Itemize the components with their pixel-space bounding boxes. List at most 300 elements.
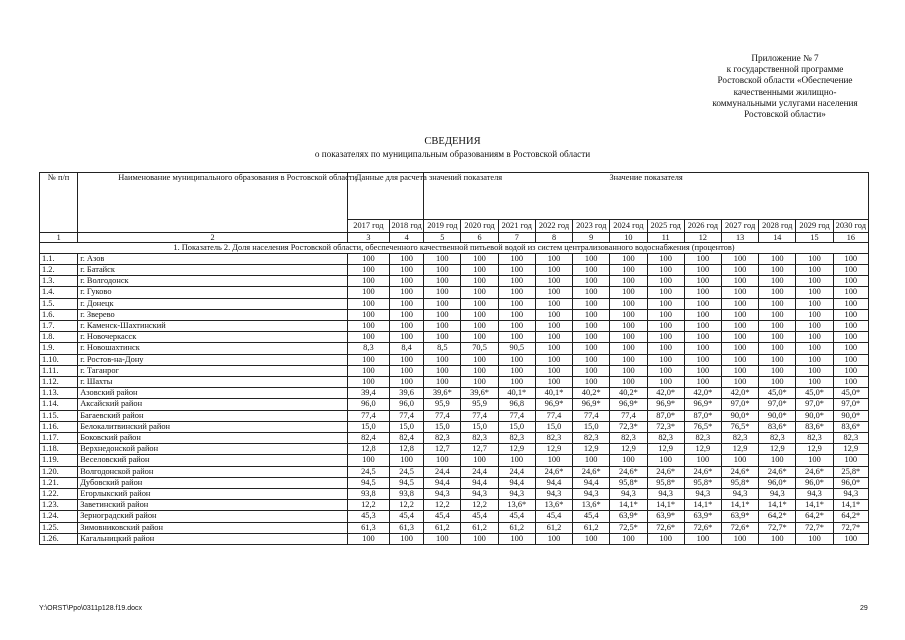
indicator-value: 61,3: [347, 522, 389, 533]
indicator-value: 94,3: [833, 489, 868, 500]
indicator-value: 95,9: [461, 399, 498, 410]
indicator-value: 100: [390, 365, 424, 376]
indicator-value: 72,7*: [833, 522, 868, 533]
indicator-value: 100: [647, 377, 684, 388]
indicator-value: 45,0*: [833, 388, 868, 399]
table-row: [40, 477, 869, 488]
document-title: СВЕДЕНИЯ: [424, 136, 481, 147]
row-number: 1.23.: [40, 500, 78, 511]
municipality-name: г. Таганрог: [78, 365, 348, 376]
year-header: 2018 год: [390, 220, 424, 233]
indicator-value: 45,4: [424, 511, 461, 522]
table-row: [40, 466, 869, 477]
table-row: [40, 298, 869, 309]
year-header: 2027 год: [721, 220, 758, 233]
municipality-name: Волгодонской район: [78, 466, 348, 477]
indicator-value: 39,6*: [424, 388, 461, 399]
indicator-value: 100: [610, 455, 647, 466]
indicator-value: 63,9*: [647, 511, 684, 522]
indicator-value: 100: [684, 343, 721, 354]
indicator-value: 100: [684, 321, 721, 332]
indicator-value: 100: [347, 253, 389, 264]
table-row: [40, 522, 869, 533]
indicator-value: 100: [347, 533, 389, 544]
indicator-value: 82,3: [684, 433, 721, 444]
indicator-value: 42,0*: [684, 388, 721, 399]
indicator-value: 100: [461, 253, 498, 264]
indicator-value: 94,3: [498, 489, 535, 500]
indicator-value: 64,2*: [796, 511, 833, 522]
municipality-name: Боковский район: [78, 433, 348, 444]
indicator-value: 15,0: [498, 421, 535, 432]
indicator-value: 94,4: [424, 477, 461, 488]
year-header: 2020 год: [461, 220, 498, 233]
indicator-value: 100: [833, 343, 868, 354]
indicator-value: 94,3: [796, 489, 833, 500]
indicator-value: 45,3: [347, 511, 389, 522]
indicator-value: 100: [796, 354, 833, 365]
row-number: 1.12.: [40, 377, 78, 388]
table-row: [40, 399, 869, 410]
indicator-value: 100: [535, 321, 572, 332]
row-number: 1.5.: [40, 298, 78, 309]
indicator-value: 100: [721, 321, 758, 332]
indicator-value: 100: [498, 253, 535, 264]
row-number: 1.13.: [40, 388, 78, 399]
indicator-value: 39,6*: [461, 388, 498, 399]
indicator-value: 100: [424, 287, 461, 298]
table-row: [40, 321, 869, 332]
municipality-name: Зерноградский район: [78, 511, 348, 522]
indicator-value: 100: [461, 377, 498, 388]
indicator-value: 100: [759, 309, 796, 320]
indicator-value: 95,8*: [647, 477, 684, 488]
year-header: 2017 год: [347, 220, 389, 233]
column-number: 5: [424, 232, 461, 242]
table-header: [40, 173, 869, 243]
indicator-value: 100: [461, 332, 498, 343]
row-number: 1.25.: [40, 522, 78, 533]
indicator-value: 12,9: [647, 444, 684, 455]
indicator-value: 96,0*: [796, 477, 833, 488]
column-number: 13: [721, 232, 758, 242]
municipality-name: Аксайский район: [78, 399, 348, 410]
indicator-value: 100: [684, 365, 721, 376]
indicator-value: 100: [498, 276, 535, 287]
table-row: [40, 265, 869, 276]
indicator-value: 100: [684, 354, 721, 365]
indicator-value: 82,3: [461, 433, 498, 444]
indicator-value: 63,9*: [721, 511, 758, 522]
indicator-value: 100: [573, 377, 610, 388]
indicator-value: 100: [684, 377, 721, 388]
indicator-value: 100: [535, 332, 572, 343]
table-body: [40, 242, 869, 544]
row-number: 1.8.: [40, 332, 78, 343]
indicator-value: 61,2: [573, 522, 610, 533]
indicator-value: 90,0*: [796, 410, 833, 421]
indicator-value: 12,9: [684, 444, 721, 455]
indicator-value: 100: [498, 365, 535, 376]
municipality-name: г. Ростов-на-Дону: [78, 354, 348, 365]
indicator-value: 90,0*: [833, 410, 868, 421]
row-number: 1.21.: [40, 477, 78, 488]
indicator-value: 76,5*: [721, 421, 758, 432]
municipality-name: Верхнедонской район: [78, 444, 348, 455]
indicator-value: 100: [535, 287, 572, 298]
indicator-value: 12,8: [347, 444, 389, 455]
indicator-value: 100: [796, 365, 833, 376]
municipality-name: г. Шахты: [78, 377, 348, 388]
municipality-name: Веселовский район: [78, 455, 348, 466]
year-header: 2022 год: [535, 220, 572, 233]
indicator-value: 100: [498, 332, 535, 343]
year-header: 2021 год: [498, 220, 535, 233]
indicator-value: 15,0: [461, 421, 498, 432]
indicator-value: 100: [647, 533, 684, 544]
indicator-value: 72,3*: [610, 421, 647, 432]
indicator-value: 96,0*: [759, 477, 796, 488]
indicator-value: 100: [721, 354, 758, 365]
column-number: 16: [833, 232, 868, 242]
indicator-value: 100: [535, 309, 572, 320]
indicator-value: 12,9: [721, 444, 758, 455]
indicator-value: 100: [833, 377, 868, 388]
header-name: Наименование муниципального образования в Ростовской области: [78, 173, 348, 233]
footer-page-number: 29: [860, 605, 868, 612]
indicator-value: 100: [535, 377, 572, 388]
indicator-value: 100: [347, 377, 389, 388]
indicator-value: 72,7*: [796, 522, 833, 533]
indicator-value: 100: [647, 321, 684, 332]
indicator-value: 96,9*: [684, 399, 721, 410]
indicator-value: 94,4: [535, 477, 572, 488]
indicator-value: 94,5: [390, 477, 424, 488]
row-number: 1.14.: [40, 399, 78, 410]
indicator-value: 24,6*: [647, 466, 684, 477]
indicator-value: 100: [610, 354, 647, 365]
indicator-value: 61,2: [461, 522, 498, 533]
indicator-value: 77,4: [461, 410, 498, 421]
year-header: 2028 год: [759, 220, 796, 233]
table-row: [40, 354, 869, 365]
indicator-value: 100: [721, 276, 758, 287]
indicator-value: 100: [833, 533, 868, 544]
indicator-value: 24,6*: [684, 466, 721, 477]
indicator-value: 12,9: [833, 444, 868, 455]
indicator-value: 63,9*: [684, 511, 721, 522]
table-row: [40, 332, 869, 343]
indicator-value: 13,6*: [498, 500, 535, 511]
indicator-value: 63,9*: [610, 511, 647, 522]
indicator-value: 82,3: [610, 433, 647, 444]
indicator-value: 100: [461, 455, 498, 466]
indicator-value: 94,5: [347, 477, 389, 488]
indicator-value: 39,6: [390, 388, 424, 399]
indicator-value: 100: [833, 332, 868, 343]
table-row: [40, 511, 869, 522]
indicator-value: 100: [647, 354, 684, 365]
indicator-value: 95,8*: [721, 477, 758, 488]
indicator-value: 100: [498, 265, 535, 276]
table-row: [40, 500, 869, 511]
indicator-value: 100: [390, 321, 424, 332]
indicator-value: 82,4: [347, 433, 389, 444]
indicator-value: 96,0: [347, 399, 389, 410]
indicator-value: 100: [347, 455, 389, 466]
indicator-value: 100: [610, 309, 647, 320]
indicator-value: 100: [610, 365, 647, 376]
indicator-value: 100: [796, 321, 833, 332]
indicator-value: 93,8: [390, 489, 424, 500]
indicator-value: 94,3: [684, 489, 721, 500]
row-number: 1.9.: [40, 343, 78, 354]
indicator-value: 100: [424, 377, 461, 388]
column-number: 3: [347, 232, 389, 242]
indicator-value: 12,9: [796, 444, 833, 455]
municipality-name: г. Новочеркасск: [78, 332, 348, 343]
footer-file-path: Y:\ORST\Ppo\0311p128.f19.docx: [39, 605, 142, 612]
indicator-value: 12,2: [461, 500, 498, 511]
indicator-value: 100: [796, 343, 833, 354]
indicator-value: 100: [390, 354, 424, 365]
indicator-value: 82,3: [647, 433, 684, 444]
indicator-value: 100: [461, 265, 498, 276]
indicator-value: 100: [721, 377, 758, 388]
indicator-value: 100: [759, 354, 796, 365]
indicator-value: 94,4: [498, 477, 535, 488]
indicator-value: 100: [796, 533, 833, 544]
indicator-value: 100: [498, 298, 535, 309]
indicator-value: 100: [461, 298, 498, 309]
indicator-value: 100: [684, 253, 721, 264]
indicator-value: 12,8: [390, 444, 424, 455]
indicator-value: 93,8: [347, 489, 389, 500]
indicator-value: 100: [721, 365, 758, 376]
year-header: 2026 год: [684, 220, 721, 233]
indicator-value: 100: [573, 253, 610, 264]
indicator-value: 100: [535, 343, 572, 354]
indicator-value: 100: [424, 354, 461, 365]
indicator-value: 82,3: [796, 433, 833, 444]
indicator-value: 100: [796, 298, 833, 309]
indicator-value: 12,7: [424, 444, 461, 455]
appendix-line: к государственной программе: [726, 64, 844, 75]
indicator-value: 97,0*: [796, 399, 833, 410]
indicator-value: 100: [610, 253, 647, 264]
indicator-value: 100: [535, 265, 572, 276]
table-row: [40, 365, 869, 376]
indicator-value: 96,9*: [573, 399, 610, 410]
indicator-value: 77,4: [424, 410, 461, 421]
indicator-value: 100: [721, 298, 758, 309]
indicator-value: 24,5: [347, 466, 389, 477]
indicator-value: 97,0*: [759, 399, 796, 410]
indicator-value: 100: [347, 321, 389, 332]
municipality-name: г. Батайск: [78, 265, 348, 276]
indicator-value: 12,9: [573, 444, 610, 455]
indicator-value: 100: [424, 265, 461, 276]
indicator-value: 97,0*: [721, 399, 758, 410]
indicator-value: 40,1*: [535, 388, 572, 399]
row-number: 1.1.: [40, 253, 78, 264]
indicator-value: 100: [535, 298, 572, 309]
indicator-value: 100: [424, 533, 461, 544]
indicator-value: 100: [833, 298, 868, 309]
indicator-value: 14,1*: [796, 500, 833, 511]
indicator-value: 100: [647, 298, 684, 309]
indicator-value: 100: [833, 455, 868, 466]
municipality-name: г. Волгодонск: [78, 276, 348, 287]
indicator-value: 72,3*: [647, 421, 684, 432]
column-number: 12: [684, 232, 721, 242]
indicator-value: 100: [390, 377, 424, 388]
indicator-value: 100: [610, 265, 647, 276]
indicator-value: 100: [610, 332, 647, 343]
column-number: 15: [796, 232, 833, 242]
indicator-value: 15,0: [573, 421, 610, 432]
municipality-name: Заветинский район: [78, 500, 348, 511]
row-number: 1.4.: [40, 287, 78, 298]
indicator-value: 12,2: [347, 500, 389, 511]
indicator-value: 100: [535, 276, 572, 287]
indicator-value: 90,0*: [721, 410, 758, 421]
indicator-value: 96,0: [390, 399, 424, 410]
indicator-value: 15,0: [347, 421, 389, 432]
document-subtitle: о показателях по муниципальным образованиям в Ростовской области: [314, 149, 591, 159]
indicator-value: 100: [498, 287, 535, 298]
indicator-value: 100: [573, 265, 610, 276]
indicator-value: 100: [461, 276, 498, 287]
indicator-value: 90,5: [498, 343, 535, 354]
indicator-value: 24,4: [424, 466, 461, 477]
indicator-value: 100: [647, 265, 684, 276]
indicator-value: 39,4: [347, 388, 389, 399]
indicator-value: 100: [424, 253, 461, 264]
indicator-value: 61,2: [535, 522, 572, 533]
indicator-value: 100: [759, 533, 796, 544]
row-number: 1.22.: [40, 489, 78, 500]
table-row: [40, 276, 869, 287]
row-number: 1.17.: [40, 433, 78, 444]
indicator-value: 100: [796, 287, 833, 298]
indicator-value: 100: [833, 365, 868, 376]
column-number: 10: [610, 232, 647, 242]
indicator-value: 72,6*: [684, 522, 721, 533]
indicator-value: 45,4: [390, 511, 424, 522]
indicator-value: 40,2*: [573, 388, 610, 399]
column-number: 2: [78, 232, 348, 242]
indicator-value: 100: [796, 377, 833, 388]
indicator-value: 82,4: [390, 433, 424, 444]
indicator-value: 94,3: [610, 489, 647, 500]
table-row: [40, 489, 869, 500]
table-row: [40, 444, 869, 455]
indicator-value: 100: [390, 287, 424, 298]
indicator-value: 100: [347, 332, 389, 343]
table-row: [40, 309, 869, 320]
indicator-value: 45,4: [573, 511, 610, 522]
indicator-value: 100: [684, 298, 721, 309]
appendix-line: коммунальными услугами населения: [712, 97, 858, 108]
indicator-value: 13,6*: [535, 500, 572, 511]
municipality-name: Зимовниковский район: [78, 522, 348, 533]
row-number: 1.10.: [40, 354, 78, 365]
indicator-value: 100: [684, 287, 721, 298]
indicator-value: 100: [721, 253, 758, 264]
indicator-value: 100: [647, 287, 684, 298]
indicator-value: 100: [759, 332, 796, 343]
row-number: 1.11.: [40, 365, 78, 376]
indicator-value: 12,9: [535, 444, 572, 455]
indicator-value: 96,9*: [610, 399, 647, 410]
indicator-value: 24,4: [498, 466, 535, 477]
indicator-value: 100: [721, 309, 758, 320]
indicator-value: 100: [721, 343, 758, 354]
row-number: 1.6.: [40, 309, 78, 320]
indicator-value: 15,0: [535, 421, 572, 432]
table-row: [40, 533, 869, 544]
indicator-value: 100: [498, 377, 535, 388]
column-number: 11: [647, 232, 684, 242]
indicator-value: 100: [390, 309, 424, 320]
indicator-value: 100: [833, 253, 868, 264]
indicator-value: 24,5: [390, 466, 424, 477]
indicator-value: 100: [647, 365, 684, 376]
municipality-name: Багаевский район: [78, 410, 348, 421]
municipality-name: Дубовский район: [78, 477, 348, 488]
indicator-value: 82,3: [721, 433, 758, 444]
table-row: [40, 377, 869, 388]
indicator-value: 100: [461, 287, 498, 298]
indicator-value: 100: [535, 253, 572, 264]
indicator-value: 77,4: [573, 410, 610, 421]
row-number: 1.15.: [40, 410, 78, 421]
indicator-value: 12,2: [390, 500, 424, 511]
indicator-value: 100: [796, 455, 833, 466]
indicator-value: 100: [390, 276, 424, 287]
municipality-name: г. Донецк: [78, 298, 348, 309]
municipality-name: г. Гуково: [78, 287, 348, 298]
indicator-value: 100: [573, 365, 610, 376]
indicator-value: 24,4: [461, 466, 498, 477]
indicator-value: 83,6*: [833, 421, 868, 432]
row-number: 1.20.: [40, 466, 78, 477]
indicator-value: 100: [424, 309, 461, 320]
indicator-value: 87,0*: [684, 410, 721, 421]
appendix-note: [690, 53, 880, 120]
indicator-value: 100: [684, 265, 721, 276]
indicator-value: 100: [684, 332, 721, 343]
header-base: Данные для расчета значений показателя: [347, 173, 423, 220]
indicator-value: 96,8: [498, 399, 535, 410]
indicator-value: 100: [390, 455, 424, 466]
indicator-value: 100: [535, 354, 572, 365]
indicator-value: 95,9: [424, 399, 461, 410]
indicator-value: 100: [759, 253, 796, 264]
indicator-value: 94,3: [424, 489, 461, 500]
indicator-value: 40,1*: [498, 388, 535, 399]
indicator-value: 100: [390, 265, 424, 276]
table-row: [40, 287, 869, 298]
indicator-value: 100: [610, 343, 647, 354]
table-row: [40, 388, 869, 399]
indicator-value: 100: [759, 265, 796, 276]
indicator-value: 100: [424, 276, 461, 287]
indicator-value: 100: [721, 533, 758, 544]
indicator-value: 24,6*: [796, 466, 833, 477]
indicator-value: 100: [390, 253, 424, 264]
